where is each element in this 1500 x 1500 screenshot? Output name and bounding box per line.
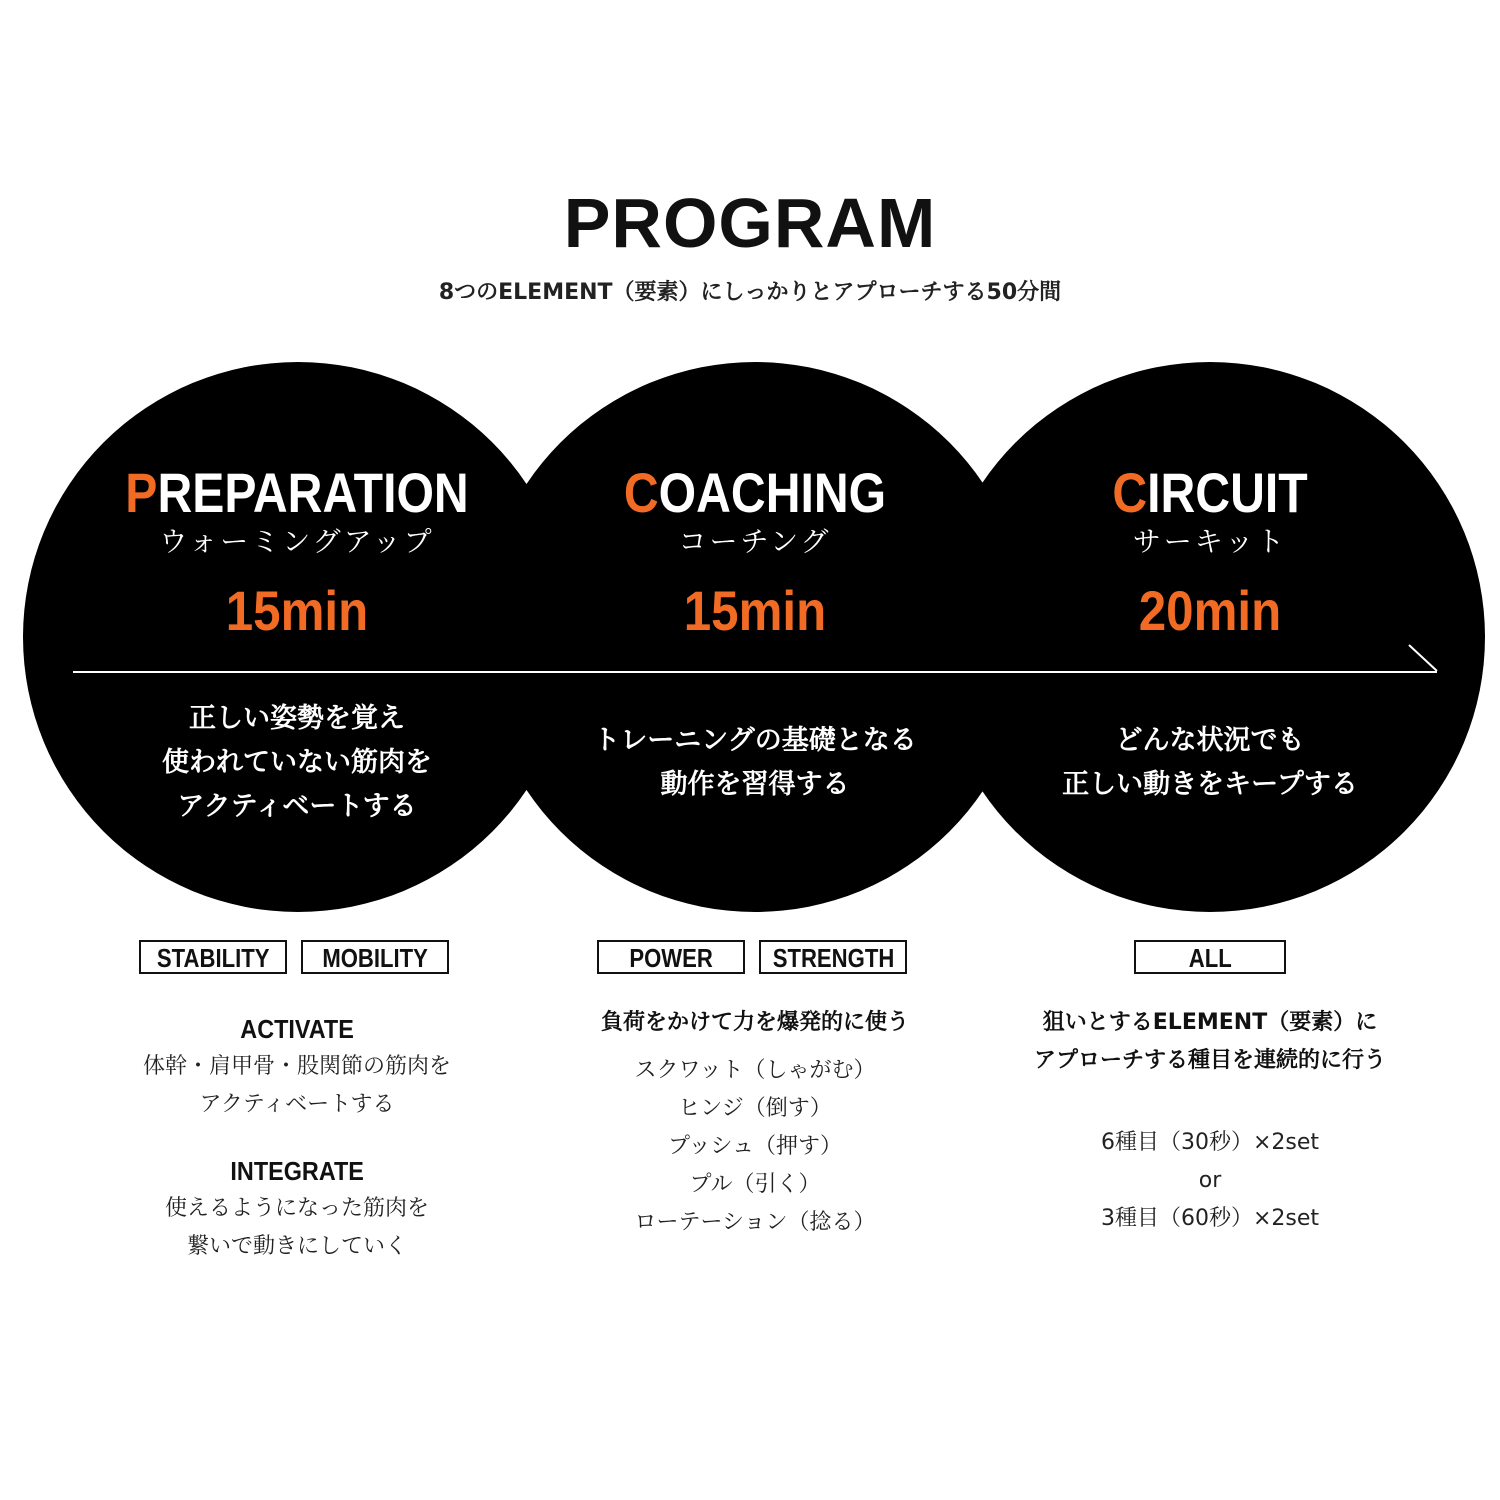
movement-item: ローテーション（捻る） <box>634 1210 876 1235</box>
phase-kana: ウォーミングアップ <box>159 525 435 558</box>
phase-description: 正しい姿勢を覚え 使われていない筋肉を アクティベートする <box>162 703 432 822</box>
page-title: PROGRAM <box>563 184 937 262</box>
tag-all: ALL <box>1134 940 1286 974</box>
element-tags <box>74 940 514 974</box>
circuit-option: 6種目（30秒）×2set <box>1100 1130 1320 1155</box>
integrate-line: 繋いで動きにしていく <box>186 1234 407 1259</box>
phase-title: PREPARATION <box>125 461 469 524</box>
phase-description: どんな状況でも 正しい動きをキープする <box>1062 725 1358 800</box>
tag-mobility: MOBILITY <box>301 940 449 974</box>
circuit-detail-block <box>990 1004 1430 1238</box>
phase-duration: 15min <box>225 579 369 642</box>
phase-duration: 15min <box>683 579 827 642</box>
circuit-option-or: or <box>1198 1168 1222 1193</box>
circuit-option: 3種目（60秒）×2set <box>1100 1206 1320 1231</box>
phase-title: COACHING <box>623 461 887 524</box>
preparation-details <box>77 0 517 1500</box>
movement-item: ヒンジ（倒す） <box>678 1096 832 1121</box>
phase-kana: コーチング <box>678 525 832 558</box>
circuit-lead-line: アプローチする種目を連続的に行う <box>1033 1048 1386 1073</box>
activate-block <box>77 1012 517 1124</box>
integrate-heading: INTEGRATE <box>230 1156 364 1186</box>
integrate-line: 使えるようになった筋肉を <box>164 1196 429 1221</box>
element-tags <box>532 940 972 974</box>
tag-power: POWER <box>597 940 745 974</box>
page-subtitle: 8つのELEMENT（要素）にしっかりとアプローチする50分間 <box>438 280 1062 305</box>
tag-strength: STRENGTH <box>759 940 907 974</box>
coaching-details <box>535 0 975 1500</box>
activate-heading: ACTIVATE <box>240 1014 354 1044</box>
phase-duration: 20min <box>1138 579 1282 642</box>
phase-kana: サーキット <box>1132 525 1288 558</box>
activate-line: 体幹・肩甲骨・股関節の筋肉を <box>142 1054 451 1079</box>
circuit-lead-line: 狙いとするELEMENT（要素）に <box>1042 1010 1378 1035</box>
activate-line: アクティベートする <box>199 1092 395 1117</box>
integrate-block <box>77 1154 517 1266</box>
tag-stability: STABILITY <box>139 940 287 974</box>
phase-description: トレーニングの基礎となる 動作を習得する <box>593 725 917 800</box>
coaching-lead: 負荷をかけて力を爆発的に使う <box>600 1010 909 1035</box>
movement-item: プル（引く） <box>689 1172 821 1197</box>
coaching-detail-block <box>535 1004 975 1242</box>
movement-item: プッシュ（押す） <box>667 1134 843 1159</box>
element-tags <box>990 940 1430 974</box>
phase-title: CIRCUIT <box>1112 461 1308 524</box>
circuit-details <box>990 0 1430 1500</box>
movement-item: スクワット（しゃがむ） <box>634 1058 876 1083</box>
